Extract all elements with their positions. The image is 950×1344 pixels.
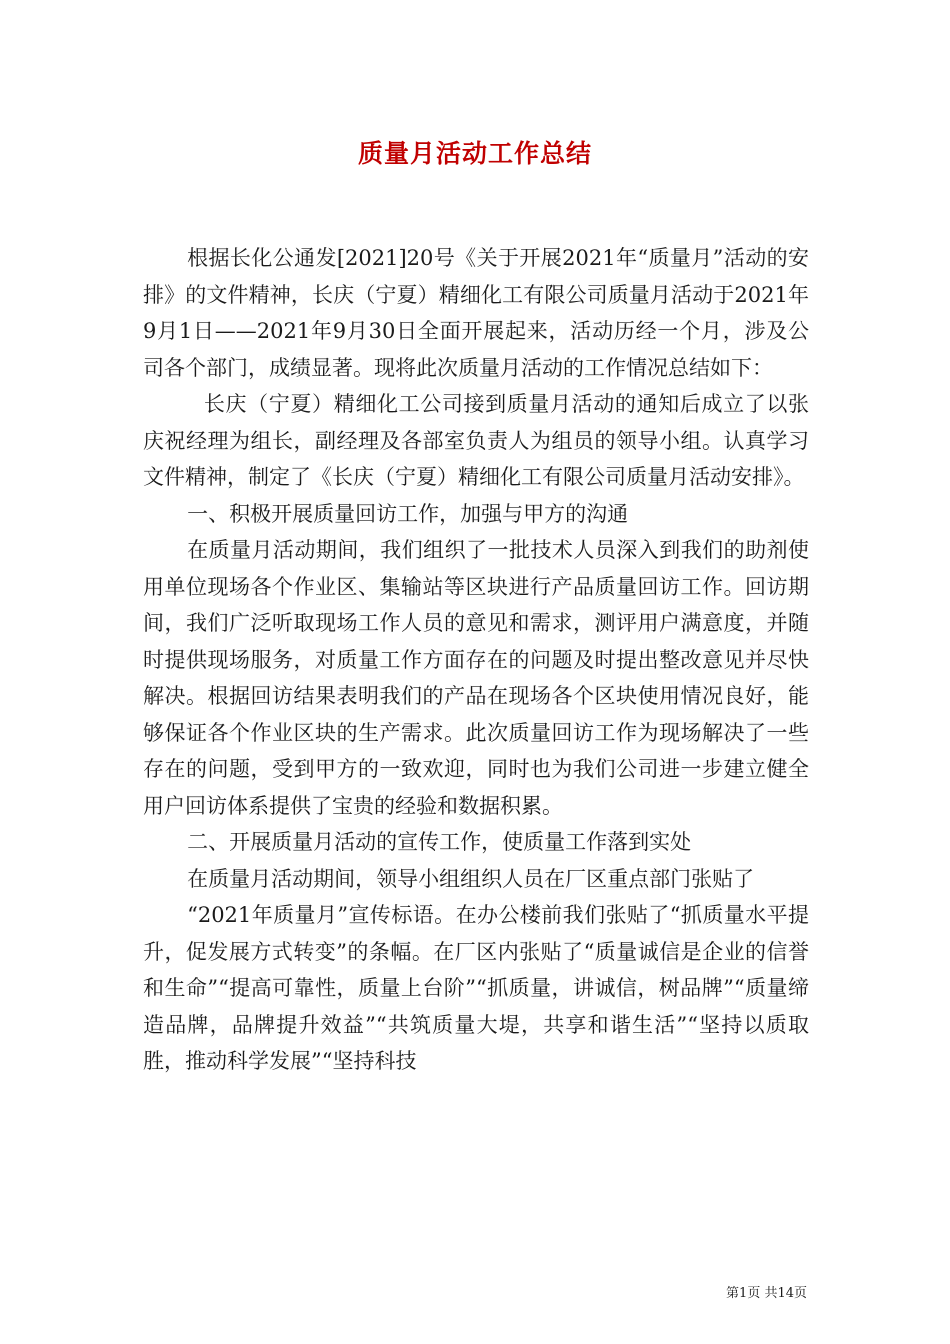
section-heading-2: 二、开展质量月活动的宣传工作，使质量工作落到实处 (187, 830, 692, 854)
document-title: 质量月活动工作总结 (357, 139, 592, 168)
section-heading-1: 一、积极开展质量回访工作，加强与甲方的沟通 (187, 501, 629, 526)
document-body (143, 240, 809, 1080)
paragraph-intro: 根据长化公通发[2021]20号《关于开展2021年“质量月”活动的安排》的文件精神，长庆（宁夏）精细化工有限公司质量月活动于2021年9月1日——2021年9月30日全面开展起来，活动历经一个月，涉及公司各个部门，成绩显著。现将此次质量月活动的工作情况总结如下： (143, 246, 809, 380)
paragraph-promotion-intro: 在质量月活动期间，领导小组组织人员在厂区重点部门张贴了 (187, 866, 755, 891)
paragraph-leadership: 长庆（宁夏）精细化工公司接到质量月活动的通知后成立了以张庆祝经理为组长，副经理及各部室负责人为组员的领导小组。认真学习文件精神，制定了《长庆（宁夏）精细化工有限公司质量月活动安排》。 (143, 392, 809, 489)
paragraph-slogans: “2021年质量月”宣传标语。在办公楼前我们张贴了“抓质量水平提升，促发展方式转变”的条幅。在厂区内张贴了“质量诚信是企业的信誉和生命”“提高可靠性，质量上台阶”“抓质量，讲诚信，树品牌”“质量缔造品牌，品牌提升效益”“共筑质量大堤，共享和谐生活”“坚持以质取胜，推动科学发展”“坚持科技 (143, 903, 809, 1073)
paragraph-quality-visit: 在质量月活动期间，我们组织了一批技术人员深入到我们的助剂使用单位现场各个作业区、集输站等区块进行产品质量回访工作。回访期间，我们广泛听取现场工作人员的意见和需求，测评用户满意度，并随时提供现场服务，对质量工作方面存在的问题及时提出整改意见并尽快解决。根据回访结果表明我们的产品在现场各个区块使用情况良好，能够保证各个作业区块的生产需求。此次质量回访工作为现场解决了一些存在的问题，受到甲方的一致欢迎，同时也为我们公司进一步建立健全用户回访体系提供了宝贵的经验和数据积累。 (143, 538, 809, 818)
page-number: 第1页 共14页 (726, 1286, 807, 1301)
